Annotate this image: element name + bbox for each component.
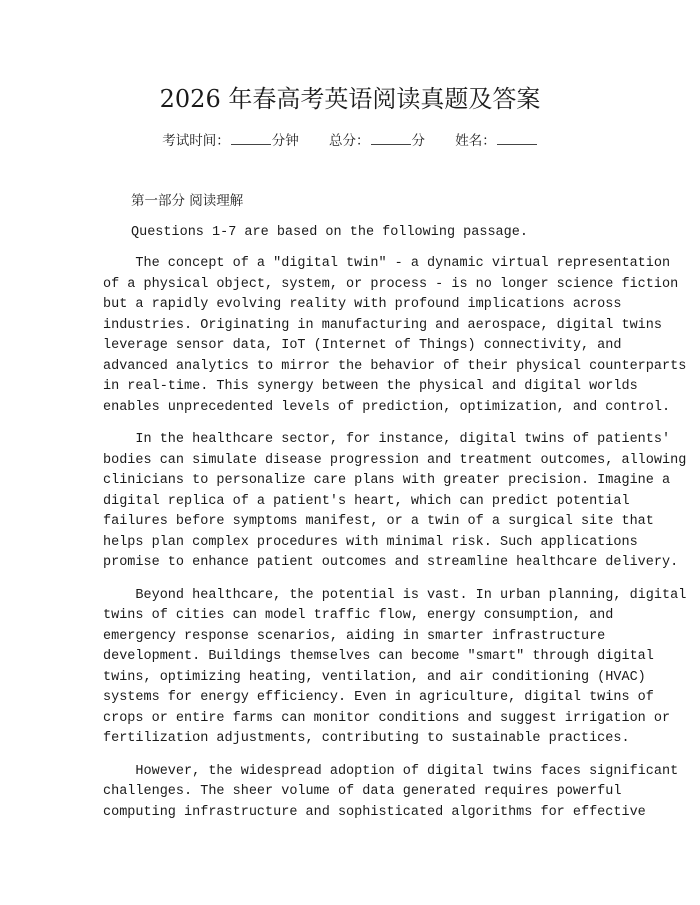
exam-time-label: 考试时间：: [162, 133, 230, 149]
paragraph-line: but a rapidly evolving reality with profound implications across: [103, 297, 622, 312]
paragraph-line: in real-time. This synergy between the physical and digital worlds: [103, 379, 638, 394]
document-title: 2026 年春高考英语阅读真题及答案: [159, 85, 541, 113]
exam-name-field: [455, 130, 538, 152]
paragraph-3: [103, 586, 687, 750]
paragraph-line: of a physical object, system, or process - is no longer science fiction: [103, 276, 679, 292]
paragraph-line: failures before symptoms manifest, or a twin of a surgical site that: [103, 514, 654, 529]
passage-body: [103, 254, 687, 835]
paragraph-line: enables unprecedented levels of prediction, optimization, and control.: [103, 399, 671, 415]
paragraph-line: emergency response scenarios, aiding in smarter infrastructure: [103, 628, 606, 644]
exam-score-unit: 分: [411, 133, 425, 149]
paragraph-4: [103, 762, 679, 824]
paragraph-line: computing infrastructure and sophisticated algorithms for effective: [103, 804, 646, 820]
paragraph-line: crops or entire farms can monitor conditions and suggest irrigation or: [103, 710, 671, 726]
paragraph-2: [103, 430, 687, 574]
passage-intro: Questions 1-7 are based on the following passage.: [131, 225, 528, 240]
exam-name-label: 姓名：: [455, 133, 496, 149]
paragraph-line: promise to enhance patient outcomes and streamline healthcare delivery.: [103, 555, 679, 570]
paragraph-line: bodies can simulate disease progression and treatment outcomes, allowing: [103, 452, 687, 468]
exam-name-blank: [497, 131, 537, 145]
exam-time-field: [162, 130, 299, 152]
exam-time-unit: 分钟: [271, 133, 299, 149]
exam-info-row: [0, 130, 700, 152]
exam-score-field: [329, 130, 425, 152]
paragraph-line: advanced analytics to mirror the behavior of their physical counterparts: [103, 358, 687, 374]
exam-score-label: 总分：: [329, 133, 370, 149]
paragraph-line: clinicians to personalize care plans with greater precision. Imagine a: [103, 473, 671, 488]
paragraph-1: [103, 254, 687, 418]
paragraph-line: development. Buildings themselves can become "smart" through digital: [103, 649, 654, 664]
paragraph-line: challenges. The sheer volume of data generated requires powerful: [103, 784, 622, 799]
section-heading: 第一部分 阅读理解: [131, 193, 244, 209]
paragraph-line: systems for energy efficiency. Even in agriculture, digital twins of: [103, 690, 654, 705]
exam-time-blank: [231, 131, 271, 145]
paragraph-line: digital replica of a patient's heart, which can predict potential: [103, 493, 630, 509]
paragraph-line: leverage sensor data, IoT (Internet of Things) connectivity, and: [103, 338, 622, 353]
paragraph-line: However, the widespread adoption of digital twins faces significant: [103, 763, 679, 779]
paragraph-line: twins of cities can model traffic flow, energy consumption, and: [103, 608, 614, 623]
paragraph-line: twins, optimizing heating, ventilation, and air conditioning (HVAC): [103, 669, 646, 685]
paragraph-line: industries. Originating in manufacturing and aerospace, digital twins: [103, 317, 662, 333]
paragraph-line: In the healthcare sector, for instance, digital twins of patients': [103, 432, 671, 447]
paragraph-line: Beyond healthcare, the potential is vast. In urban planning, digital: [103, 587, 687, 603]
exam-score-blank: [371, 131, 411, 145]
paragraph-line: The concept of a "digital twin" - a dynamic virtual representation: [103, 256, 671, 271]
paragraph-line: helps plan complex procedures with minimal risk. Such applications: [103, 534, 638, 550]
paragraph-line: fertilization adjustments, contributing to sustainable practices.: [103, 731, 630, 746]
